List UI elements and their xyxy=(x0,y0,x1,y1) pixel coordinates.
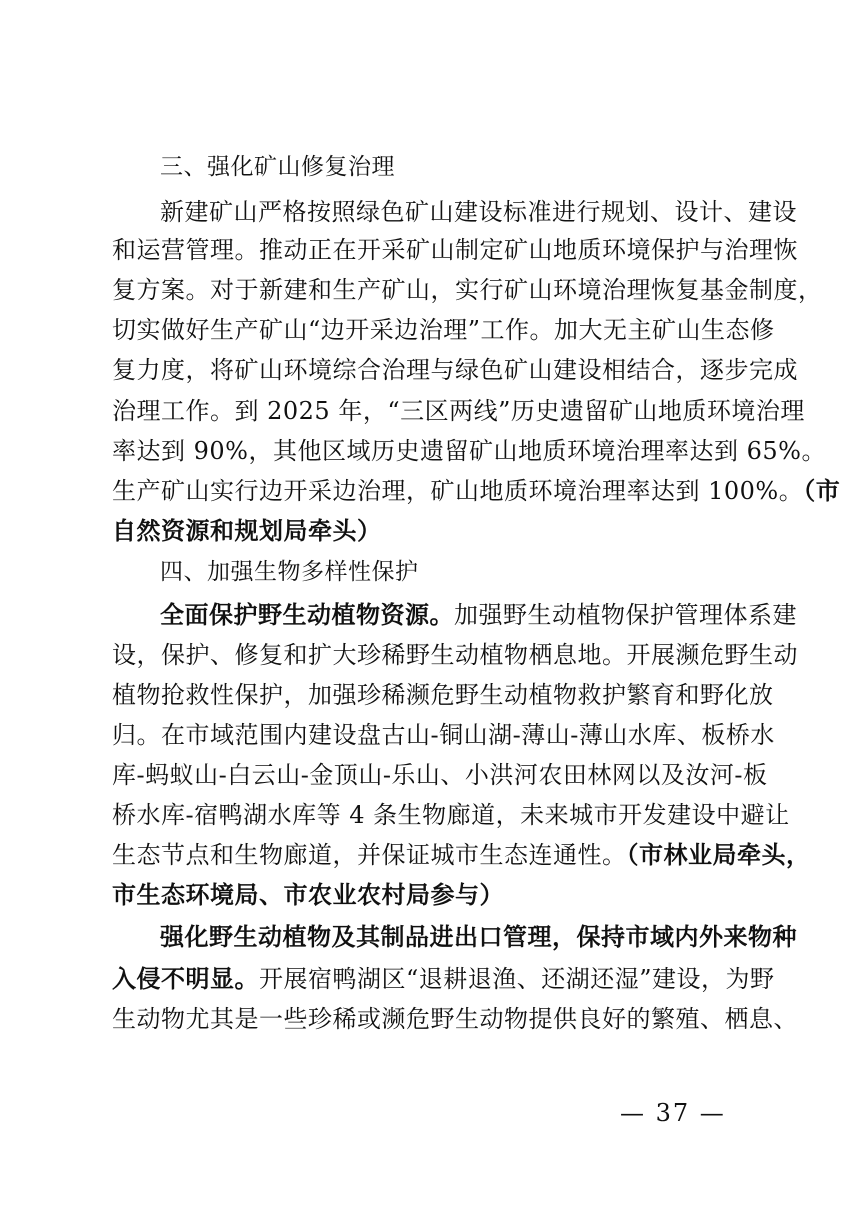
paragraph-line xyxy=(112,962,775,996)
paragraph-line: 生动物尤其是一些珍稀或濒危野生动物提供良好的繁殖、栖息、 xyxy=(112,1005,798,1033)
paragraph-line: 治理工作。到 2025 年，“三区两线”历史遗留矿山地质环境治理 xyxy=(112,397,805,425)
responsible-dept: （市 xyxy=(803,476,841,505)
paragraph-line xyxy=(160,598,797,632)
paragraph-text: 加强野生动植物保护管理体系建 xyxy=(454,601,797,629)
paragraph-lead: 强化野生动植物及其制品进出口管理，保持市域内外来物种 xyxy=(160,922,797,951)
paragraph-line: 复方案。对于新建和生产矿山，实行矿山环境治理恢复基金制度， xyxy=(112,276,823,304)
paragraph-line xyxy=(112,474,840,508)
paragraph-line: 复力度，将矿山环境综合治理与绿色矿山建设相结合，逐步完成 xyxy=(112,356,798,384)
responsible-dept: 自然资源和规划局牵头） xyxy=(112,516,382,545)
paragraph-text: 生态节点和生物廊道，并保证城市生态连通性。 xyxy=(112,841,627,869)
paragraph-line: 切实做好生产矿山“边开采边治理”工作。加大无主矿山生态修 xyxy=(112,316,775,344)
paragraph-line: 新建矿山严格按照绿色矿山建设标准进行规划、设计、建设 xyxy=(160,198,797,226)
paragraph-line xyxy=(112,838,811,872)
section-heading-4: 四、加强生物多样性保护 xyxy=(160,559,419,585)
paragraph-text: 生产矿山实行边开采边治理，矿山地质环境治理率达到 100%。 xyxy=(112,477,804,505)
paragraph-lead: 全面保护野生动植物资源。 xyxy=(160,600,454,629)
paragraph-line: 和运营管理。推动正在开采矿山制定矿山地质环境保护与治理恢 xyxy=(112,236,798,264)
responsible-dept: （市林业局牵头， xyxy=(626,840,811,869)
page-number: — 37 — xyxy=(620,1099,726,1127)
paragraph-lead: 入侵不明显。 xyxy=(112,964,259,993)
section-heading-3: 三、强化矿山修复治理 xyxy=(160,154,395,180)
responsible-dept: 市生态环境局、市农业农村局参与） xyxy=(112,880,504,909)
paragraph-line: 设，保护、修复和扩大珍稀野生动植物栖息地。开展濒危野生动 xyxy=(112,641,798,669)
paragraph-line: 归。在市域范围内建设盘古山-铜山湖-薄山-薄山水库、板桥水 xyxy=(112,721,775,749)
paragraph-line: 率达到 90%，其他区域历史遗留矿山地质环境治理率达到 65%。 xyxy=(112,437,826,465)
paragraph-line: 植物抢救性保护，加强珍稀濒危野生动植物救护繁育和野化放 xyxy=(112,681,774,709)
paragraph-line: 桥水库-宿鸭湖水库等 4 条生物廊道，未来城市开发建设中避让 xyxy=(112,801,790,829)
paragraph-line: 库-蚂蚁山-白云山-金顶山-乐山、小洪河农田林网以及汝河-板 xyxy=(112,761,768,789)
paragraph-text: 开展宿鸭湖区“退耕退渔、还湖还湿”建设，为野 xyxy=(259,965,775,993)
